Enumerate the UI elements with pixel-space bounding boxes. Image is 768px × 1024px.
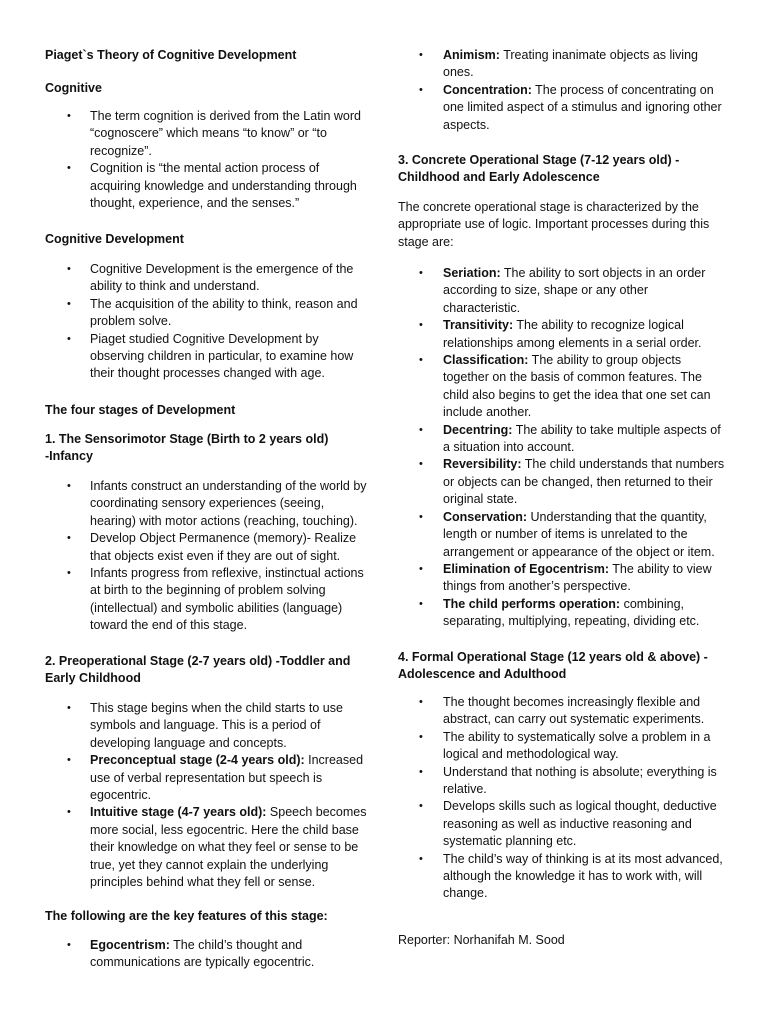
list-item [45,700,373,752]
stage2-intro-text: This stage begins when the child starts to use symbols and language. This is a period of developing language and concepts. [90,701,343,750]
list-item: • Piaget studied Cognitive Development by observing children in particular, to examine how their thought processes changed with age. [45,331,373,383]
list-item [398,47,728,82]
term-label: Preconceptual stage (2-4 years old): [90,753,305,768]
term-definition: Understanding that the quantity, length or number of items is unrelated to the arrangement or appearance of the object or item. [443,509,715,559]
term-label: Elimination of Egocentrism: [443,561,609,576]
key-features-list-continued [398,47,728,134]
list-item: • Develops skills such as logical thought, deductive reasoning as well as inductive reasoning and systematic planning etc. [398,798,728,850]
stage3-heading: 3. Concrete Operational Stage (7-12 years old) - Childhood and Early Adolescence [398,153,680,185]
list-item: • The acquisition of the ability to think, reason and problem solve. [45,296,373,331]
list-item [398,596,728,631]
term-definition: The ability to take multiple aspects of a situation into account. [443,422,721,455]
list-item [398,82,728,134]
reporter-credit: Reporter: Norhanifah M. Sood [398,933,565,947]
term-label: Decentring: [443,422,513,437]
list-item: • Cognitive Development is the emergence of the ability to think and understand. [45,261,373,296]
list-item [45,752,373,804]
list-item: • The ability to systematically solve a problem in a logical and methodological way. [398,729,728,764]
key-features-heading: The following are the key features of this stage: [45,909,328,923]
list-item: • Infants construct an understanding of the world by coordinating sensory experiences (seeing, hearing) with motor actions (reaching, touching). [45,478,373,530]
list-item: • The child’s way of thinking is at its most advanced, although the knowledge it has to work with, will change. [398,851,728,903]
term-label: Animism: [443,48,500,62]
term-definition: The ability to sort objects in an order according to size, shape or any other characteristic. [443,266,706,315]
list-item [398,422,728,457]
term-definition: Treating inanimate objects as living ones. [443,48,698,80]
term-definition: Increased use of verbal representation but speech is egocentric. [90,753,364,803]
term-label: Reversibility: [443,457,522,472]
list-item [398,456,728,508]
term-label: Transitivity: [443,318,514,333]
list-item [45,937,373,972]
list-item [398,352,728,422]
list-item: • The thought becomes increasingly flexible and abstract, can carry out systematic experiments. [398,694,728,729]
term-label: Classification: [443,353,529,368]
list-item [398,317,728,352]
list-item [45,804,373,891]
document-title: Piaget`s Theory of Cognitive Development [45,48,297,62]
cognitive-development-heading: Cognitive Development [45,232,184,246]
cognitive-list [45,108,373,212]
four-stages-heading: The four stages of Development [45,403,236,417]
stage1-heading: 1. The Sensorimotor Stage (Birth to 2 years old) -Infancy [45,432,329,464]
key-features-list [45,937,373,972]
list-item [398,509,728,561]
list-item: • The term cognition is derived from the Latin word “cognoscere” which means “to know” or “to recognize”. [45,108,373,160]
list-item: • Infants progress from reflexive, instinctual actions at birth to the beginning of problem solving (intellectual) and symbolic abilities (language) toward the end of this stage. [45,565,373,635]
term-label: Egocentrism: [90,938,170,952]
list-item: • Cognition is “the mental action process of acquiring knowledge and understanding through thought, experience, and the senses.” [45,160,373,212]
stage4-heading: 4. Formal Operational Stage (12 years old & above) -Adolescence and Adulthood [398,650,708,682]
term-label: Seriation: [443,266,501,280]
cognitive-heading: Cognitive [45,81,102,95]
term-definition: The process of concentrating on one limited aspect of a stimulus and ignoring other aspects. [443,82,722,132]
stage3-intro: The concrete operational stage is characterized by the appropriate use of logic. Important processes during this stage are: [398,200,710,249]
term-label: Conservation: [443,509,528,524]
term-definition: The ability to group objects together on the basis of common features. The child also begins to get the idea that one set can include another. [443,353,711,420]
term-label: Intuitive stage (4-7 years old): [90,805,267,820]
list-item [398,265,728,317]
term-label: Concentration: [443,82,532,97]
stage2-list [45,700,373,891]
term-definition: The child’s thought and communications are typically egocentric. [90,938,315,970]
term-label: The child performs operation: [443,596,621,611]
stage1-list [45,478,373,635]
term-definition: The child understands that numbers or objects can be changed, then returned to their original state. [443,457,725,507]
term-definition: The ability to view things from another’s perspective. [443,561,712,594]
term-definition: Speech becomes more social, less egocentric. Here the child base their knowledge on what they feel or sense to be true, yet they cannot explain the underlying principles behind what they fell or sense. [90,805,367,890]
cognitive-development-list [45,261,373,383]
list-item: • Develop Object Permanence (memory)- Realize that objects exist even if they are out of sight. [45,530,373,565]
stage2-heading: 2. Preoperational Stage (2-7 years old) -Toddler and Early Childhood [45,654,351,686]
stage4-list [398,694,728,903]
list-item [398,561,728,596]
list-item: • Understand that nothing is absolute; everything is relative. [398,764,728,799]
term-definition: combining, separating, multiplying, repeating, dividing etc. [443,596,700,629]
stage3-list [398,265,728,631]
term-definition: The ability to recognize logical relationships among elements in a serial order. [443,318,702,350]
